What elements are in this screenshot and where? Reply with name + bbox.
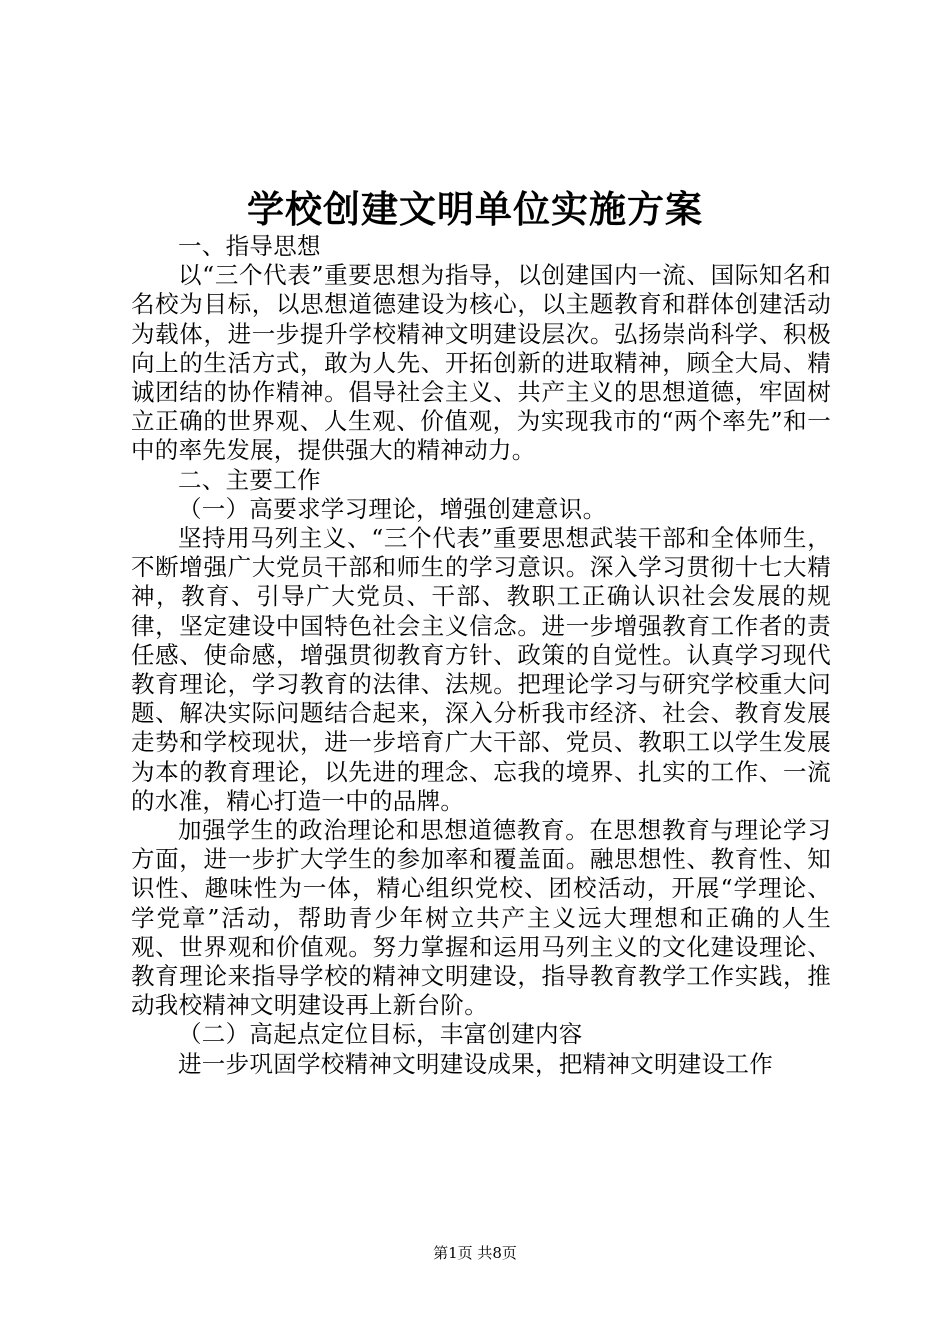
body-paragraph: 以“三个代表”重要思想为指导，以创建国内一流、国际知名和名校为目标，以思想道德建设为核心，以主题教育和群体创建活动为载体，进一步提升学校精神文明建设层次。弘扬崇尚科学、积极向上的生活方式，敢为人先、开拓创新的进取精神，顾全大局、精诚团结的协作精神。倡导社会主义、共产主义的思想道德，牢固树立正确的世界观、人生观、价值观，为实现我市的“两个率先”和一中的率先发展，提供强大的精神动力。	[131, 261, 831, 465]
subsection-heading-2: （二）高起点定位目标，丰富创建内容	[178, 1020, 583, 1049]
body-paragraph: 进一步巩固学校精神文明建设成果，把精神文明建设工作	[178, 1049, 773, 1078]
section-heading-guiding-thought: 一、指导思想	[178, 232, 321, 260]
page-footer: 第1页 共8页	[433, 1244, 517, 1262]
section-heading-main-work: 二、主要工作	[178, 465, 321, 494]
body-paragraph: 坚持用马列主义、“三个代表”重要思想武装干部和全体师生，不断增强广大党员干部和师生的学习意识。深入学习贯彻十七大精神，教育、引导广大党员、干部、教职工正确认识社会发展的规律，坚定建设中国特色社会主义信念。进一步增强教育工作者的责任感、使命感，增强贯彻教育方针、政策的自觉性。认真学习现代教育理论，学习教育的法律、法规。把理论学习与研究学校重大问题、解决实际问题结合起来，深入分析我市经济、社会、教育发展走势和学校现状，进一步培育广大干部、党员、教职工以学生发展为本的教育理论，以先进的理念、忘我的境界、扎实的工作、一流的水准，精心打造一中的品牌。	[131, 524, 831, 815]
body-paragraph: 加强学生的政治理论和思想道德教育。在思想教育与理论学习方面，进一步扩大学生的参加率和覆盖面。融思想性、教育性、知识性、趣味性为一体，精心组织党校、团校活动，开展“学理论、学党章”活动，帮助青少年树立共产主义远大理想和正确的人生观、世界观和价值观。努力掌握和运用马列主义的文化建设理论、教育理论来指导学校的精神文明建设，指导教育教学工作实践，推动我校精神文明建设再上新台阶。	[131, 816, 831, 1020]
document-body	[131, 232, 831, 1079]
subsection-heading-1: （一）高要求学习理论，增强创建意识。	[178, 494, 607, 523]
document-title: 学校创建文明单位实施方案	[247, 187, 703, 231]
